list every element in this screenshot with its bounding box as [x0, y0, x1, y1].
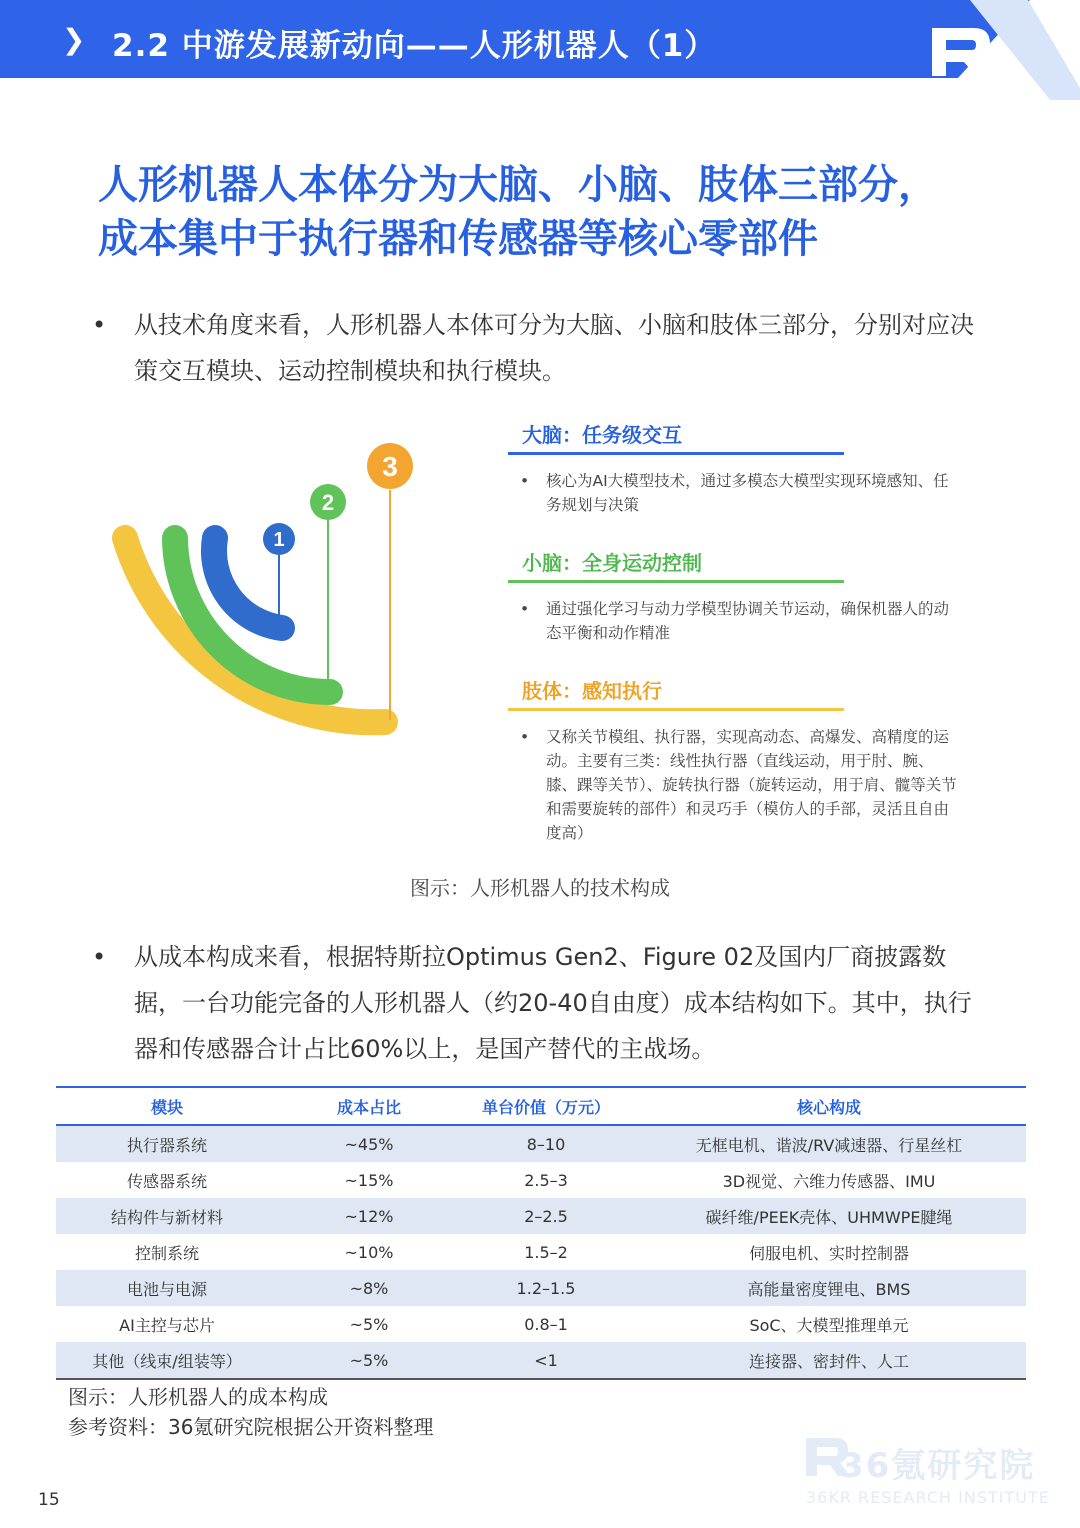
table-cell: 其他（线束/组装等）: [56, 1342, 278, 1379]
table-cell: ~8%: [278, 1270, 460, 1306]
table-cell: ~15%: [344, 1170, 394, 1190]
section-limb-text: 又称关节模组、执行器，实现高动态、高爆发、高精度的运动。主要有三类：线性执行器（直线运动，用于肘、腕、膝、踝等关节）、旋转执行器（旋转运动，用于肩、髋等关节和需要旋转的部件）和灵巧手（模仿人的手部，灵活且自由度高）: [546, 728, 957, 842]
table-cell: 8–10: [460, 1125, 632, 1162]
cost-table: [56, 1086, 1026, 1380]
table-row: [56, 1198, 1026, 1234]
table-cell: 1.2–1.5: [460, 1270, 632, 1306]
column-header: 核心构成: [632, 1087, 1026, 1125]
column-header: 单台价值（万元）: [460, 1087, 632, 1125]
table-row: [56, 1162, 1026, 1198]
table-cell: 2–2.5: [460, 1198, 632, 1234]
section-cerebellum-text: 通过强化学习与动力学模型协调关节运动，确保机器人的动态平衡和动作精准: [546, 600, 950, 642]
table-cell: SoC、大模型推理单元: [749, 1315, 909, 1335]
table-cell: 控制系统: [134, 1243, 199, 1263]
table-cell: ~5%: [349, 1314, 389, 1334]
table-cell: ~5%: [278, 1342, 460, 1379]
section-brain-text: 核心为AI大模型技术，通过多模态大模型实现环境感知、任务规划与决策: [546, 472, 949, 514]
bullet-dot: •: [520, 472, 530, 490]
table-row: [56, 1125, 1026, 1162]
section-brain-title: 大脑：任务级交互: [522, 423, 682, 447]
table-cell: ~45%: [278, 1125, 460, 1162]
table-cell: ~10%: [344, 1242, 394, 1262]
table-cell: 2.5–3: [524, 1170, 568, 1190]
table-cell: 传感器系统: [126, 1171, 207, 1191]
column-header: 模块: [56, 1087, 278, 1125]
column-header: 成本占比: [278, 1087, 460, 1125]
table-cell: 执行器系统: [56, 1125, 278, 1162]
section-limb-title: 肢体：感知执行: [522, 679, 662, 703]
paragraph-text: 从成本构成来看，根据特斯拉Optimus Gen2、Figure 02及国内厂商披露数据，一台功能完备的人形机器人（约20-40自由度）成本结构如下。其中，执行器和传感器合计占比60%以上，是国产替代的主战场。: [134, 943, 972, 1063]
section-cerebellum-rule: [508, 580, 844, 583]
table-cell: <1: [460, 1342, 632, 1379]
bullet-paragraph-tech: [92, 302, 992, 394]
marker-1-label: 1: [273, 529, 285, 551]
table-row: [56, 1234, 1026, 1270]
brand-logo: [930, 0, 1080, 100]
caption-figure-line: 图示：人形机器人的成本构成: [68, 1385, 328, 1409]
brain-cerebellum-limb-diagram: [90, 430, 430, 770]
table-cell: ~12%: [278, 1198, 460, 1234]
chevron-right-icon: ❯: [62, 23, 86, 56]
bullet-dot: •: [92, 311, 107, 339]
table-row: [56, 1306, 1026, 1342]
section-cerebellum: [508, 548, 958, 645]
table-cell: 0.8–1: [524, 1314, 568, 1334]
table-header-row: [56, 1087, 1026, 1125]
page-number: 15: [38, 1490, 60, 1510]
figure-caption-cost: [68, 1382, 433, 1442]
section-limb-body: [508, 725, 958, 845]
table-cell: 碳纤维/PEEK壳体、UHMWPE腱绳: [632, 1198, 1026, 1234]
bullet-paragraph-cost: [92, 934, 992, 1072]
table-cell: 电池与电源: [56, 1270, 278, 1306]
section-limb: [508, 676, 958, 845]
table-cell: 结构件与新材料: [56, 1198, 278, 1234]
page-header: [0, 0, 1080, 78]
bullet-dot: •: [92, 943, 107, 971]
table-cell: 3D视觉、六维力传感器、IMU: [722, 1171, 936, 1191]
section-brain-rule: [508, 452, 844, 455]
main-title: [98, 158, 1018, 266]
table-row: [56, 1270, 1026, 1306]
paragraph-text: 从技术角度来看，人形机器人本体可分为大脑、小脑和肢体三部分，分别对应决策交互模块、运动控制模块和执行模块。: [134, 311, 974, 385]
section-brain: [508, 420, 958, 517]
marker-2-label: 2: [321, 490, 335, 515]
table-cell: AI主控与芯片: [119, 1315, 215, 1335]
section-limb-rule: [508, 708, 844, 711]
figure-caption-tech: 图示：人形机器人的技术构成: [410, 876, 670, 900]
table-cell: 1.5–2: [524, 1242, 568, 1262]
table-cell: 伺服电机、实时控制器: [748, 1243, 909, 1263]
section-title: 2.2 中游发展新动向——人形机器人（1）: [112, 28, 717, 64]
marker-3-label: 3: [382, 451, 398, 482]
table-cell: 连接器、密封件、人工: [632, 1342, 1026, 1379]
main-title-line1: 人形机器人本体分为大脑、小脑、肢体三部分，: [98, 162, 938, 208]
bullet-dot: •: [520, 600, 530, 618]
main-title-line2: 成本集中于执行器和传感器等核心零部件: [98, 216, 818, 262]
table-cell: 无框电机、谐波/RV减速器、行星丝杠: [632, 1125, 1026, 1162]
section-cerebellum-body: [508, 597, 958, 645]
section-cerebellum-title: 小脑：全身运动控制: [522, 551, 702, 575]
table-row: [56, 1342, 1026, 1379]
caption-source-line: 参考资料：36氪研究院根据公开资料整理: [68, 1415, 434, 1439]
table-cell: 高能量密度锂电、BMS: [632, 1270, 1026, 1306]
section-brain-body: [508, 469, 958, 517]
watermark-text-en: 36KR RESEARCH INSTITUTE: [806, 1488, 1050, 1507]
bullet-dot: •: [520, 728, 530, 746]
watermark-text-cn: 36氪研究院: [840, 1446, 1036, 1486]
